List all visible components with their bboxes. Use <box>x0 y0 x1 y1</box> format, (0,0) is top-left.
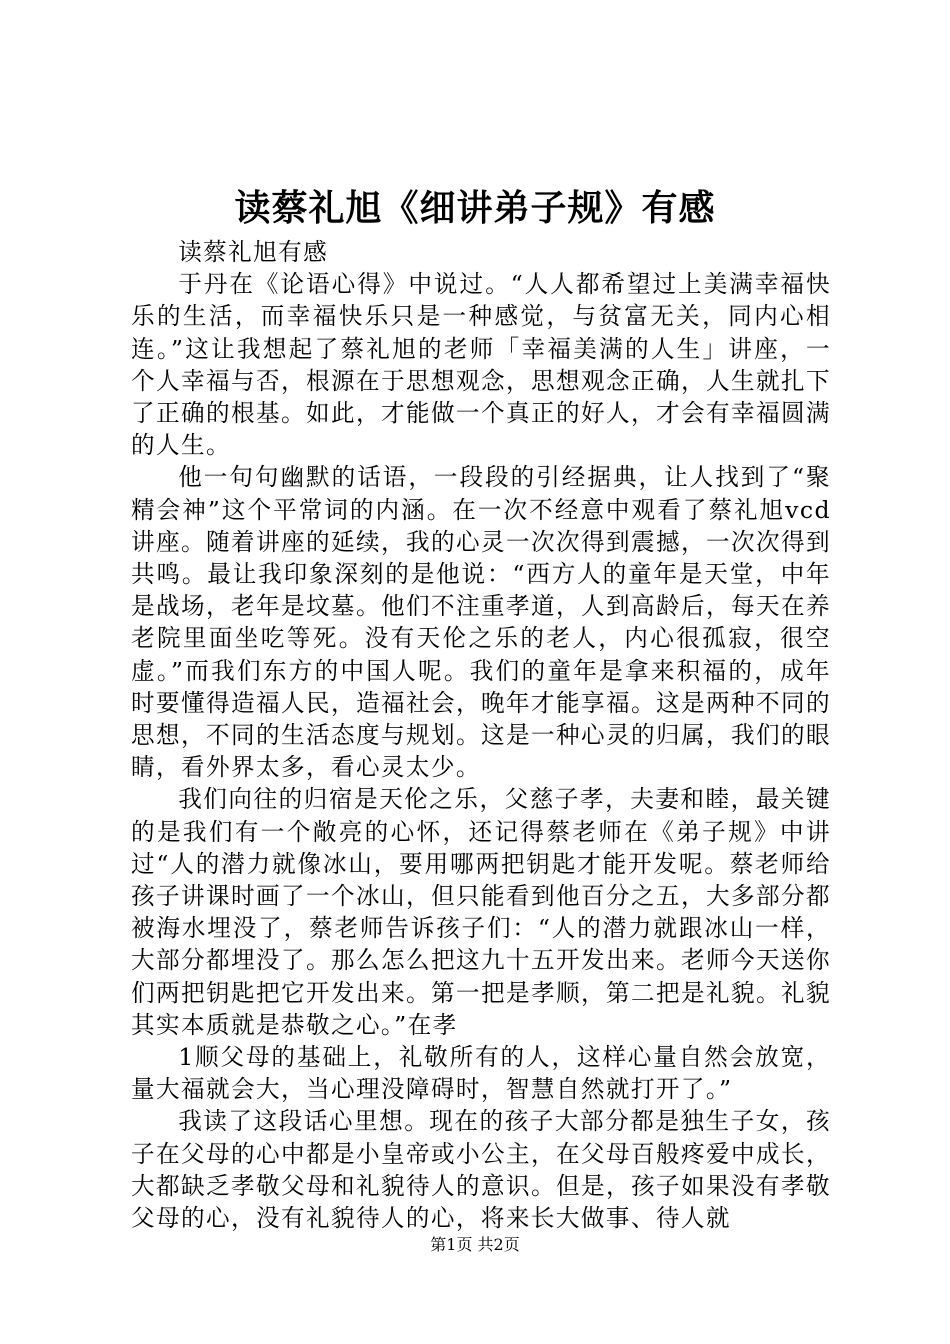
page-footer: 第1页 共2页 <box>430 1235 520 1254</box>
paragraph: 我读了这段话心里想。现在的孩子大部分都是独生子女，孩子在父母的心中都是小皇帝或小公主，在父母百般疼爱中成长，大都缺乏孝敬父母和礼貌待人的意识。但是，孩子如果没有孝敬父母的心，没有礼貌待人的心，将来长大做事、待人就 <box>131 1107 831 1233</box>
document-title: 读蔡礼旭《细讲弟子规》有感 <box>234 187 716 229</box>
paragraph-subtitle: 读蔡礼旭有感 <box>178 238 329 266</box>
paragraph: 于丹在《论语心得》中说过。“人人都希望过上美满幸福快乐的生活，而幸福快乐只是一种感觉，与贫富无关，同内心相连。”这让我想起了蔡礼旭的老师「幸福美满的人生」讲座，一个人幸福与否，根源在于思想观念，思想观念正确，人生就扎下了正确的根基。如此，才能做一个真正的好人，才会有幸福圆满的人生。 <box>131 270 831 460</box>
paragraph: 1顺父母的基础上，礼敬所有的人，这样心量自然会放宽，量大福就会大，当心理没障碍时，智慧自然就打开了。” <box>131 1043 831 1104</box>
paragraph: 他一句句幽默的话语，一段段的引经据典，让人找到了“聚精会神”这个平常词的内涵。在一次不经意中观看了蔡礼旭vcd讲座。随着讲座的延续，我的心灵一次次得到震撼，一次次得到共鸣。最让我印象深刻的是他说：“西方人的童年是天堂，中年是战场，老年是坟墓。他们不注重孝道，人到高龄后，每天在养老院里面坐吃等死。没有天伦之乐的老人，内心很孤寂，很空虚。”而我们东方的中国人呢。我们的童年是拿来积福的，成年时要懂得造福人民，造福社会，晚年才能享福。这是两种不同的思想，不同的生活态度与规划。这是一种心灵的归属，我们的眼睛，看外界太多，看心灵太少。 <box>131 463 831 782</box>
paragraph: 我们向往的归宿是天伦之乐，父慈子孝，夫妻和睦，最关键的是我们有一个敞亮的心怀，还记得蔡老师在《弟子规》中讲过“人的潜力就像冰山，要用哪两把钥匙才能开发呢。蔡老师给孩子讲课时画了一个冰山，但只能看到他百分之五，大多部分都被海水埋没了，蔡老师告诉孩子们：“人的潜力就跟冰山一样，大部分都埋没了。那么怎么把这九十五开发出来。老师今天送你们两把钥匙把它开发出来。第一把是孝顺，第二把是礼貌。礼貌其实本质就是恭敬之心。”在孝 <box>131 785 831 1039</box>
document-body <box>131 236 831 1234</box>
